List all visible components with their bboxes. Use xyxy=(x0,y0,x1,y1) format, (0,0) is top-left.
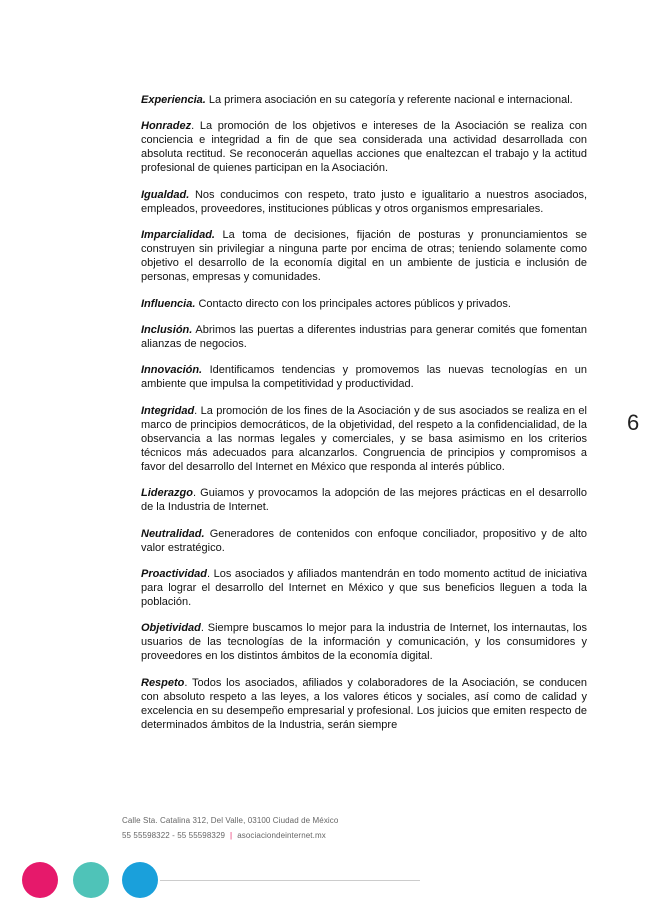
value-entry xyxy=(141,297,587,311)
value-description: La toma de decisiones, fijación de posturas y pronunciamientos se construyen sin privilegiar a ninguna parte por encima de otras; teniendo solamente como objetivo el desarrollo de la economía digital en un ambiente de justicia e inclusión de personas, empresas y comunidades. xyxy=(141,229,587,284)
value-description: . Siempre buscamos lo mejor para la industria de Internet, los internautas, los usuarios de las tecnologías de la información y comunicación, y los consumidores y proveedores en los distintos ámbitos de la economía digital. xyxy=(141,622,587,663)
value-term: Inclusión. xyxy=(141,323,193,336)
footer-contact xyxy=(122,831,326,840)
footer-phones: 55 55598322 - 55 55598329 xyxy=(122,831,226,840)
value-entry xyxy=(141,119,587,175)
value-term: Influencia. xyxy=(141,297,196,310)
value-term: Proactividad xyxy=(141,567,208,580)
brand-circle-teal xyxy=(73,862,109,898)
value-entry xyxy=(141,188,587,216)
value-entry xyxy=(141,404,587,474)
value-term: Innovación. xyxy=(141,364,203,377)
value-entry xyxy=(141,228,587,284)
value-entry xyxy=(141,676,587,732)
document-body xyxy=(141,93,587,744)
value-description: . La promoción de los objetivos e intereses de la Asociación se realiza con conciencia e integridad a fin de que sea considerada una actividad desarrollada con absoluta rectitud. Se reconocerán aquellas acciones que enaltezcan el trabajo y la actitud profesional de quienes participan en la Asociación. xyxy=(141,120,587,175)
value-description: Abrimos las puertas a diferentes industrias para generar comités que fomentan alianzas de negocios. xyxy=(141,323,587,350)
value-entry xyxy=(141,93,587,107)
value-term: Experiencia. xyxy=(141,94,206,106)
value-description: . Todos los asociados, afiliados y colaboradores de la Asociación, se conducen con absoluto respeto a las leyes, a los valores éticos y sociales, así como de calidad y excelencia en su desempeño empresarial y profesional. Los juicios que emiten respecto de determinados ámbitos de la Industria, serán siempre xyxy=(141,676,587,731)
value-entry xyxy=(141,486,587,514)
value-entry xyxy=(141,323,587,351)
value-term: Respeto xyxy=(141,676,185,689)
brand-circle-blue xyxy=(122,862,158,898)
value-description: La primera asociación en su categoría y referente nacional e internacional. xyxy=(205,94,573,106)
value-entry xyxy=(141,567,587,609)
value-term: Integridad xyxy=(141,404,195,417)
value-description: . La promoción de los fines de la Asociación y de sus asociados se realiza en el marco de principios democráticos, de la objetividad, del respeto a la confidencialidad, de la observancia a las normas legales y comerciales, y se basa asimismo en los criterios técnicos más adecuados para alcanzarlos. Congruencia de principios y compromisos a favor del desarrollo del Internet en México que responda al interés público. xyxy=(141,404,587,473)
value-description: . Guiamos y provocamos la adopción de las mejores prácticas en el desarrollo de la Industria de Internet. xyxy=(141,487,587,514)
value-description: Nos conducimos con respeto, trato justo e igualitario a nuestros asociados, empleados, proveedores, instituciones públicas y otros organismos empresariales. xyxy=(141,188,587,215)
value-term: Igualdad. xyxy=(141,188,190,201)
value-description: Contacto directo con los principales actores públicos y privados. xyxy=(195,297,511,310)
value-term: Objetividad xyxy=(141,622,201,635)
footer-website[interactable]: asociaciondeinternet.mx xyxy=(237,831,326,840)
value-term: Honradez xyxy=(141,120,192,133)
value-entry xyxy=(141,363,587,391)
value-entry xyxy=(141,527,587,555)
value-description: . Los asociados y afiliados mantendrán en todo momento actitud de iniciativa para lograr el desarrollo del Internet en México y que sus beneficios lleguen a toda la población. xyxy=(141,567,587,608)
value-description: Identificamos tendencias y promovemos las nuevas tecnologías en un ambiente que impulsa la competitividad y productividad. xyxy=(141,364,587,391)
value-term: Liderazgo xyxy=(141,487,193,500)
value-term: Imparcialidad. xyxy=(141,229,215,242)
value-description: Generadores de contenidos con enfoque conciliador, propositivo y de alto valor estratégico. xyxy=(141,527,587,554)
footer-separator: | xyxy=(230,831,233,840)
value-entry xyxy=(141,621,587,663)
page-number: 6 xyxy=(627,410,640,435)
brand-circle-pink xyxy=(22,862,58,898)
footer-address: Calle Sta. Catalina 312, Del Valle, 03100 Ciudad de México xyxy=(122,816,339,825)
footer-rule xyxy=(160,880,420,881)
value-term: Neutralidad. xyxy=(141,527,205,540)
